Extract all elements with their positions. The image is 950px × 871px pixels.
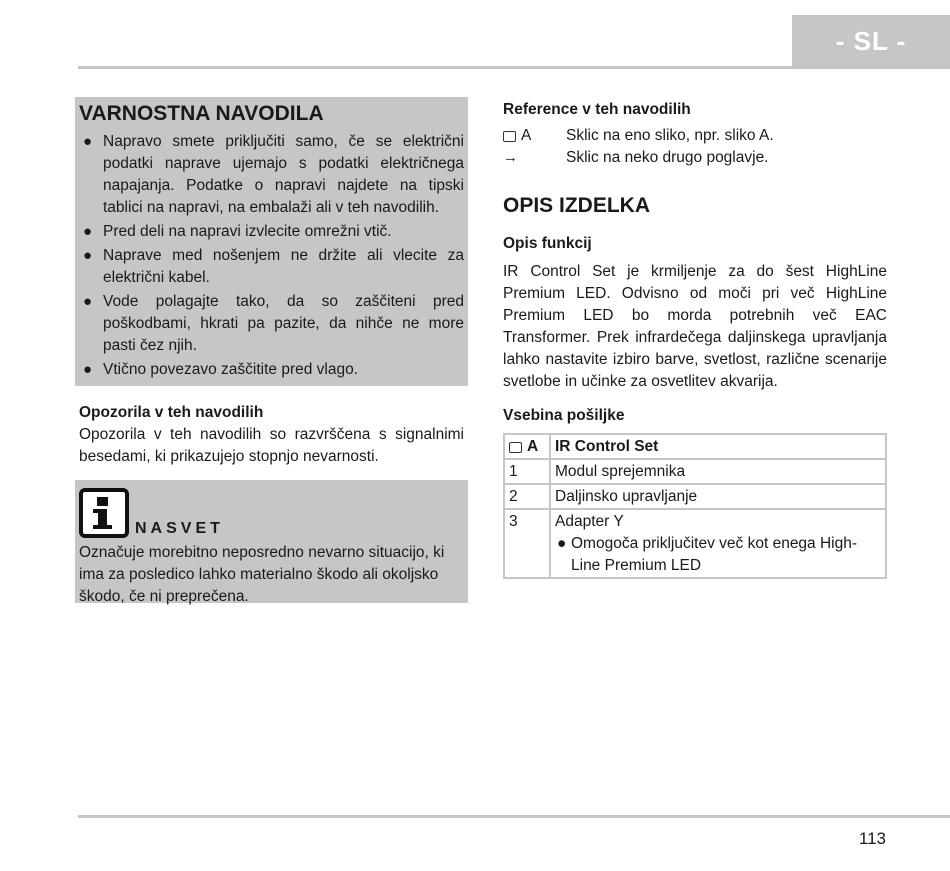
arrow-right-icon: → (503, 149, 518, 166)
figure-box-icon (509, 442, 522, 453)
product-title: OPIS IZDELKA (503, 194, 651, 217)
notice-box (75, 480, 468, 603)
table-cell-item: Adapter Y (555, 513, 624, 530)
table-cell-item: Daljinsko upravljanje (550, 484, 886, 509)
bullet-icon: ● (83, 223, 93, 240)
reference-row (503, 147, 887, 169)
bullet-icon: ● (557, 535, 567, 552)
warnings-section (79, 402, 464, 468)
contents-heading: Vsebina pošiljke (503, 407, 625, 424)
language-tab: - SL - (792, 15, 950, 67)
bottom-divider (78, 815, 950, 818)
safety-list (79, 131, 464, 381)
table-cell-num: 1 (504, 459, 550, 484)
bullet-icon: ● (83, 293, 93, 310)
table-header-title: IR Control Set (555, 438, 659, 455)
bullet-icon: ● (83, 361, 93, 378)
reference-text: Sklic na neko drugo poglavje. (566, 149, 769, 166)
list-item: ● Napravo smete priključiti samo, če se električni podatki naprave ujemajo s podatki električnega napajanja. Podatke o napravi najdete na tipski tablici na napravi, na embalaži ali v teh navodilih. (83, 133, 464, 216)
table-cell-note: ● Omogoča priključitev več kot enega High-Line Premium LED (557, 535, 858, 574)
page-number: 113 (858, 829, 886, 848)
left-column (75, 97, 468, 603)
safety-title: VARNOSTNA NAVODILA (79, 102, 324, 125)
figure-box-icon (503, 131, 516, 142)
table-cell-num: 3 (504, 509, 550, 578)
list-item: ● Pred deli na napravi izvlecite omrežni vtič. (79, 221, 464, 243)
list-item: ● Naprave med nošenjem ne držite ali vlecite za električni kabel. (83, 247, 464, 286)
list-item: ● Vtično povezavo zaščitite pred vlago. (79, 359, 464, 381)
safety-instructions-box (75, 97, 468, 386)
notice-text: Označuje morebitno neposredno nevarno situacijo, ki ima za posledico lahko materialno škodo ali okoljsko škodo, če ni preprečena. (79, 544, 445, 605)
table-cell-item: Modul sprejemnika (550, 459, 886, 484)
warnings-heading: Opozorila v teh navodilih (79, 404, 264, 421)
table-row (504, 509, 886, 578)
reference-text: Sklic na eno sliko, npr. sliko A. (566, 127, 774, 144)
reference-row (503, 125, 887, 147)
contents-table (503, 433, 887, 579)
warnings-text: Opozorila v teh navodilih so razvrščena s signalnimi besedami, ki prikazujejo stopnjo nevarnosti. (79, 426, 464, 465)
bullet-icon: ● (83, 247, 93, 264)
references-heading: Reference v teh navodilih (503, 101, 691, 118)
table-header-symbol: A (527, 438, 539, 455)
signal-word: NASVET (135, 520, 224, 537)
bullet-icon: ● (83, 133, 93, 150)
table-cell-num: 2 (504, 484, 550, 509)
notice-header (79, 488, 464, 538)
reference-symbol: A (521, 127, 532, 144)
table-row (504, 459, 886, 484)
table-row (504, 484, 886, 509)
top-divider (78, 66, 950, 69)
function-heading: Opis funkcij (503, 235, 592, 252)
table-header-row (504, 434, 886, 459)
info-icon (79, 488, 129, 538)
right-column (503, 97, 887, 579)
function-text: IR Control Set je krmiljenje za do šest HighLine Premium LED. Odvisno od moči pri več HighLine Premium LED bo morda potrebnih več EAC Transformer. Prek infrardečega daljinskega upravljanja lahko nastavite izbiro barve, svetlost, različne scenarije svetlobe in učinke za osvetlitev akvarija. (503, 263, 887, 390)
list-item: ● Vode polagajte tako, da so zaščiteni pred poškodbami, hkrati pa pazite, da nihče ne more pasti čez njih. (83, 293, 464, 354)
